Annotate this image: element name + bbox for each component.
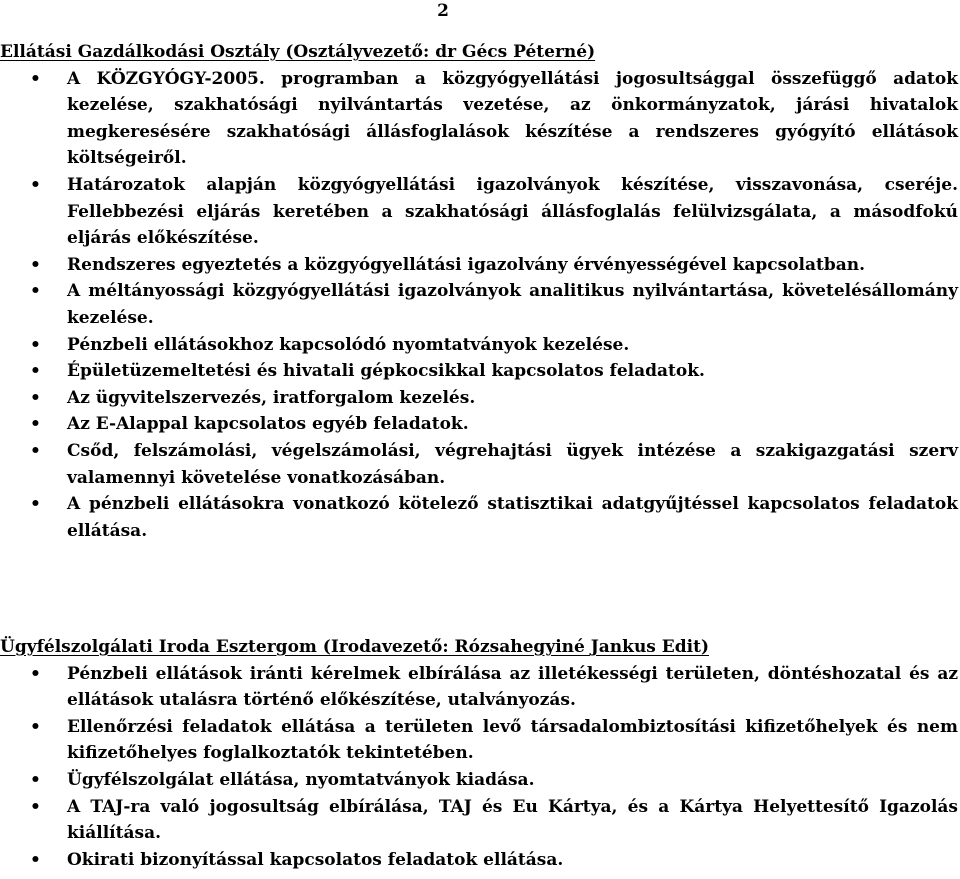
list-item-text: A TAJ-ra való jogosultság elbírálása, TAJ és Eu Kártya, és a Kártya Helyettesítő Igazolás kiállítása. [67,796,958,844]
bullet-icon: • [30,796,41,817]
list-item [0,794,958,847]
bullet-icon: • [30,414,41,435]
list-item-text: Épületüzemeltetési és hivatali gépkocsikkal kapcsolatos feladatok. [67,361,705,382]
section-title: Ügyfélszolgálati Iroda Esztergom (Irodavezető: Rózsahegyiné Jankus Edit) [0,637,709,657]
list-item [0,411,958,438]
list-item [0,438,958,491]
list-item-text: Pénzbeli ellátások iránti kérelmek elbírálása az illetékességi területen, döntéshozatal és az ellátások utalásra történő előkészítése, utalványozás. [67,663,958,711]
list-item [0,661,958,714]
bullet-icon: • [30,769,41,790]
list-item-text: Okirati bizonyítással kapcsolatos feladatok ellátása. [67,849,564,870]
bullet-icon: • [30,494,41,515]
list-item [0,714,958,767]
list-item [0,847,958,874]
list-item [0,278,958,331]
list-item-text: A KÖZGYÓGY-2005. programban a közgyógyellátási jogosultsággal összefüggő adatok kezelése, szakhatósági nyilvántartás vezetése, az önkormányzatok, járási hivatalok megkeresésére szakhatósági állásfoglalások készítése a rendszeres gyógyító ellátások költségeiről. [67,68,958,169]
list-item-text: A pénzbeli ellátásokra vonatkozó kötelező statisztikai adatgyűjtéssel kapcsolatos feladatok ellátása. [67,494,958,541]
bullet-icon: • [30,254,41,275]
list-item [0,252,958,279]
bullet-icon: • [30,849,41,870]
list-item [0,358,958,385]
list-item [0,332,958,359]
list-item-text: Határozatok alapján közgyógyellátási igazolványok készítése, visszavonása, cseréje. Fellebbezési eljárás keretében a szakhatósági állásfoglalás felülvizsgálata, a másodfokú eljárás előkészítése. [67,174,958,249]
list-item-text: A méltányossági közgyógyellátási igazolványok analitikus nyilvántartása, követelésállomány kezelése. [67,281,958,328]
list-item [0,767,958,794]
list-item-text: Ügyfélszolgálat ellátása, nyomtatványok kiadása. [67,769,535,790]
list-item-text: Az ügyvitelszervezés, iratforgalom kezelés. [67,387,476,408]
bullet-icon: • [30,174,41,195]
bullet-icon: • [30,361,41,382]
bullet-icon: • [30,68,41,89]
task-list [0,661,958,874]
list-item [0,491,958,544]
section-ugyfelszolgalati-iroda-esztergom [0,634,958,873]
section-title: Ellátási Gazdálkodási Osztály (Osztályvezető: dr Gécs Péterné) [0,42,596,62]
bullet-icon: • [30,387,41,408]
list-item-text: Ellenőrzési feladatok ellátása a területen levő társadalombiztosítási kifizetőhelyek és nem kifizetőhelyes foglalkoztatók tekintetében. [67,716,958,764]
list-item [0,172,958,252]
list-item-text: Az E-Alappal kapcsolatos egyéb feladatok. [67,414,469,435]
bullet-icon: • [30,281,41,302]
section-ellatasi-gazdalkodasi-osztaly [0,39,958,544]
list-item [0,66,958,172]
bullet-icon: • [30,716,41,737]
list-item [0,385,958,412]
list-item-text: Csőd, felszámolási, végelszámolási, végrehajtási ügyek intézése a szakigazgatási szerv valamennyi követelése vonatkozásában. [67,440,958,488]
list-item-text: Pénzbeli ellátásokhoz kapcsolódó nyomtatványok kezelése. [67,334,630,355]
bullet-icon: • [30,334,41,355]
bullet-icon: • [30,663,41,684]
task-list [0,66,958,545]
bullet-icon: • [30,440,41,461]
page-number: 2 [437,1,449,21]
list-item-text: Rendszeres egyeztetés a közgyógyellátási igazolvány érvényességével kapcsolatban. [67,254,866,275]
